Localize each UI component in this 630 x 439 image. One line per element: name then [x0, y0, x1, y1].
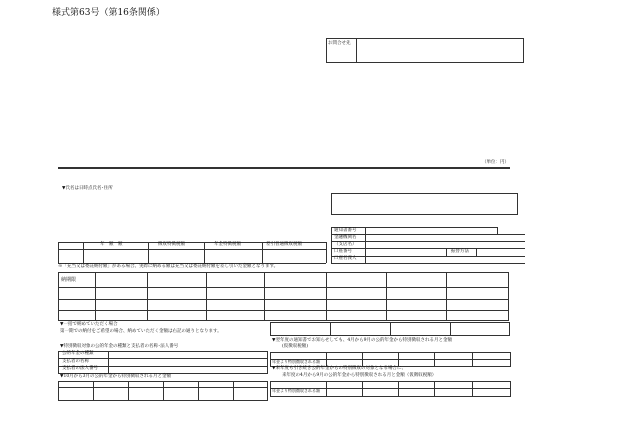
explanation-note: ※「充当又は委託納付額」がある場合、実際に納める額は充当又は委託納付額を差し引いた金額となります。 — [58, 264, 279, 269]
from-october-title: ▼10月から3月の公的年金から特別徴収される月と金額 — [60, 374, 172, 379]
form-number: 様式第63号（第16条関係） — [52, 8, 165, 18]
lump-sum-title: ▼一括で納めていただく場合 — [60, 322, 118, 327]
unit-label: （単位：円） — [482, 160, 509, 165]
next-year-title: ▼翌年度の通知書でお知らせしても、4月から9月の公的年金から特別徴収される月と金額 — [272, 338, 453, 343]
period-label: 納期限 — [61, 277, 77, 283]
notice-row-2: （支店名） — [334, 242, 357, 247]
continuation-title: ▼来年度も引き続き公的年金からの特別徴収の対象となる場合に、 — [272, 366, 406, 371]
next-year-row-label: 年金より特別徴収される額 — [272, 359, 320, 364]
annual-header-1: 徴収特徴税額 — [158, 242, 185, 247]
notice-row-4: 口座名義人 — [334, 256, 357, 261]
next-year-subtitle: (仮徴収税額) — [282, 344, 309, 349]
payment-method-label: 振替方法 — [451, 249, 469, 254]
continuation-subtitle: 来年度の4月から9月の公的年金から特別徴収される月と金額（仮徴収税額） — [282, 373, 437, 378]
inquiry-label: お問合せ先 — [328, 41, 351, 46]
annual-header-2: 年金特徴税額 — [214, 242, 241, 247]
annual-header-3: 差引普通徴収税額 — [266, 242, 302, 247]
inquiry-divider — [356, 38, 357, 63]
special-collection-title: ▼特別徴収対象の公的年金の種類と支払者の名称･法人番号 — [60, 344, 179, 349]
special-row-1: 支払者の名称 — [62, 359, 89, 364]
special-row-2: 支払者の法人番号 — [62, 366, 98, 371]
lump-sum-text: 第一期での納付をご希望の場合、納めていただく金額は右記の通りとなります。 — [60, 329, 222, 334]
special-row-0: 公的年金の種類 — [62, 351, 94, 356]
notice-row-3: 口座番号 — [334, 249, 352, 254]
notice-row-1: 金融機関名 — [334, 235, 357, 240]
notice-row-0: 通知書番号 — [334, 228, 357, 233]
address-window — [331, 193, 518, 215]
address-note: ▼氏名は日時点氏名･住所 — [62, 186, 113, 191]
annual-header-0: 年 額 額 — [100, 242, 123, 247]
header-rule — [58, 167, 510, 169]
continuation-row-label: 年金より特別徴収される額 — [272, 388, 320, 393]
